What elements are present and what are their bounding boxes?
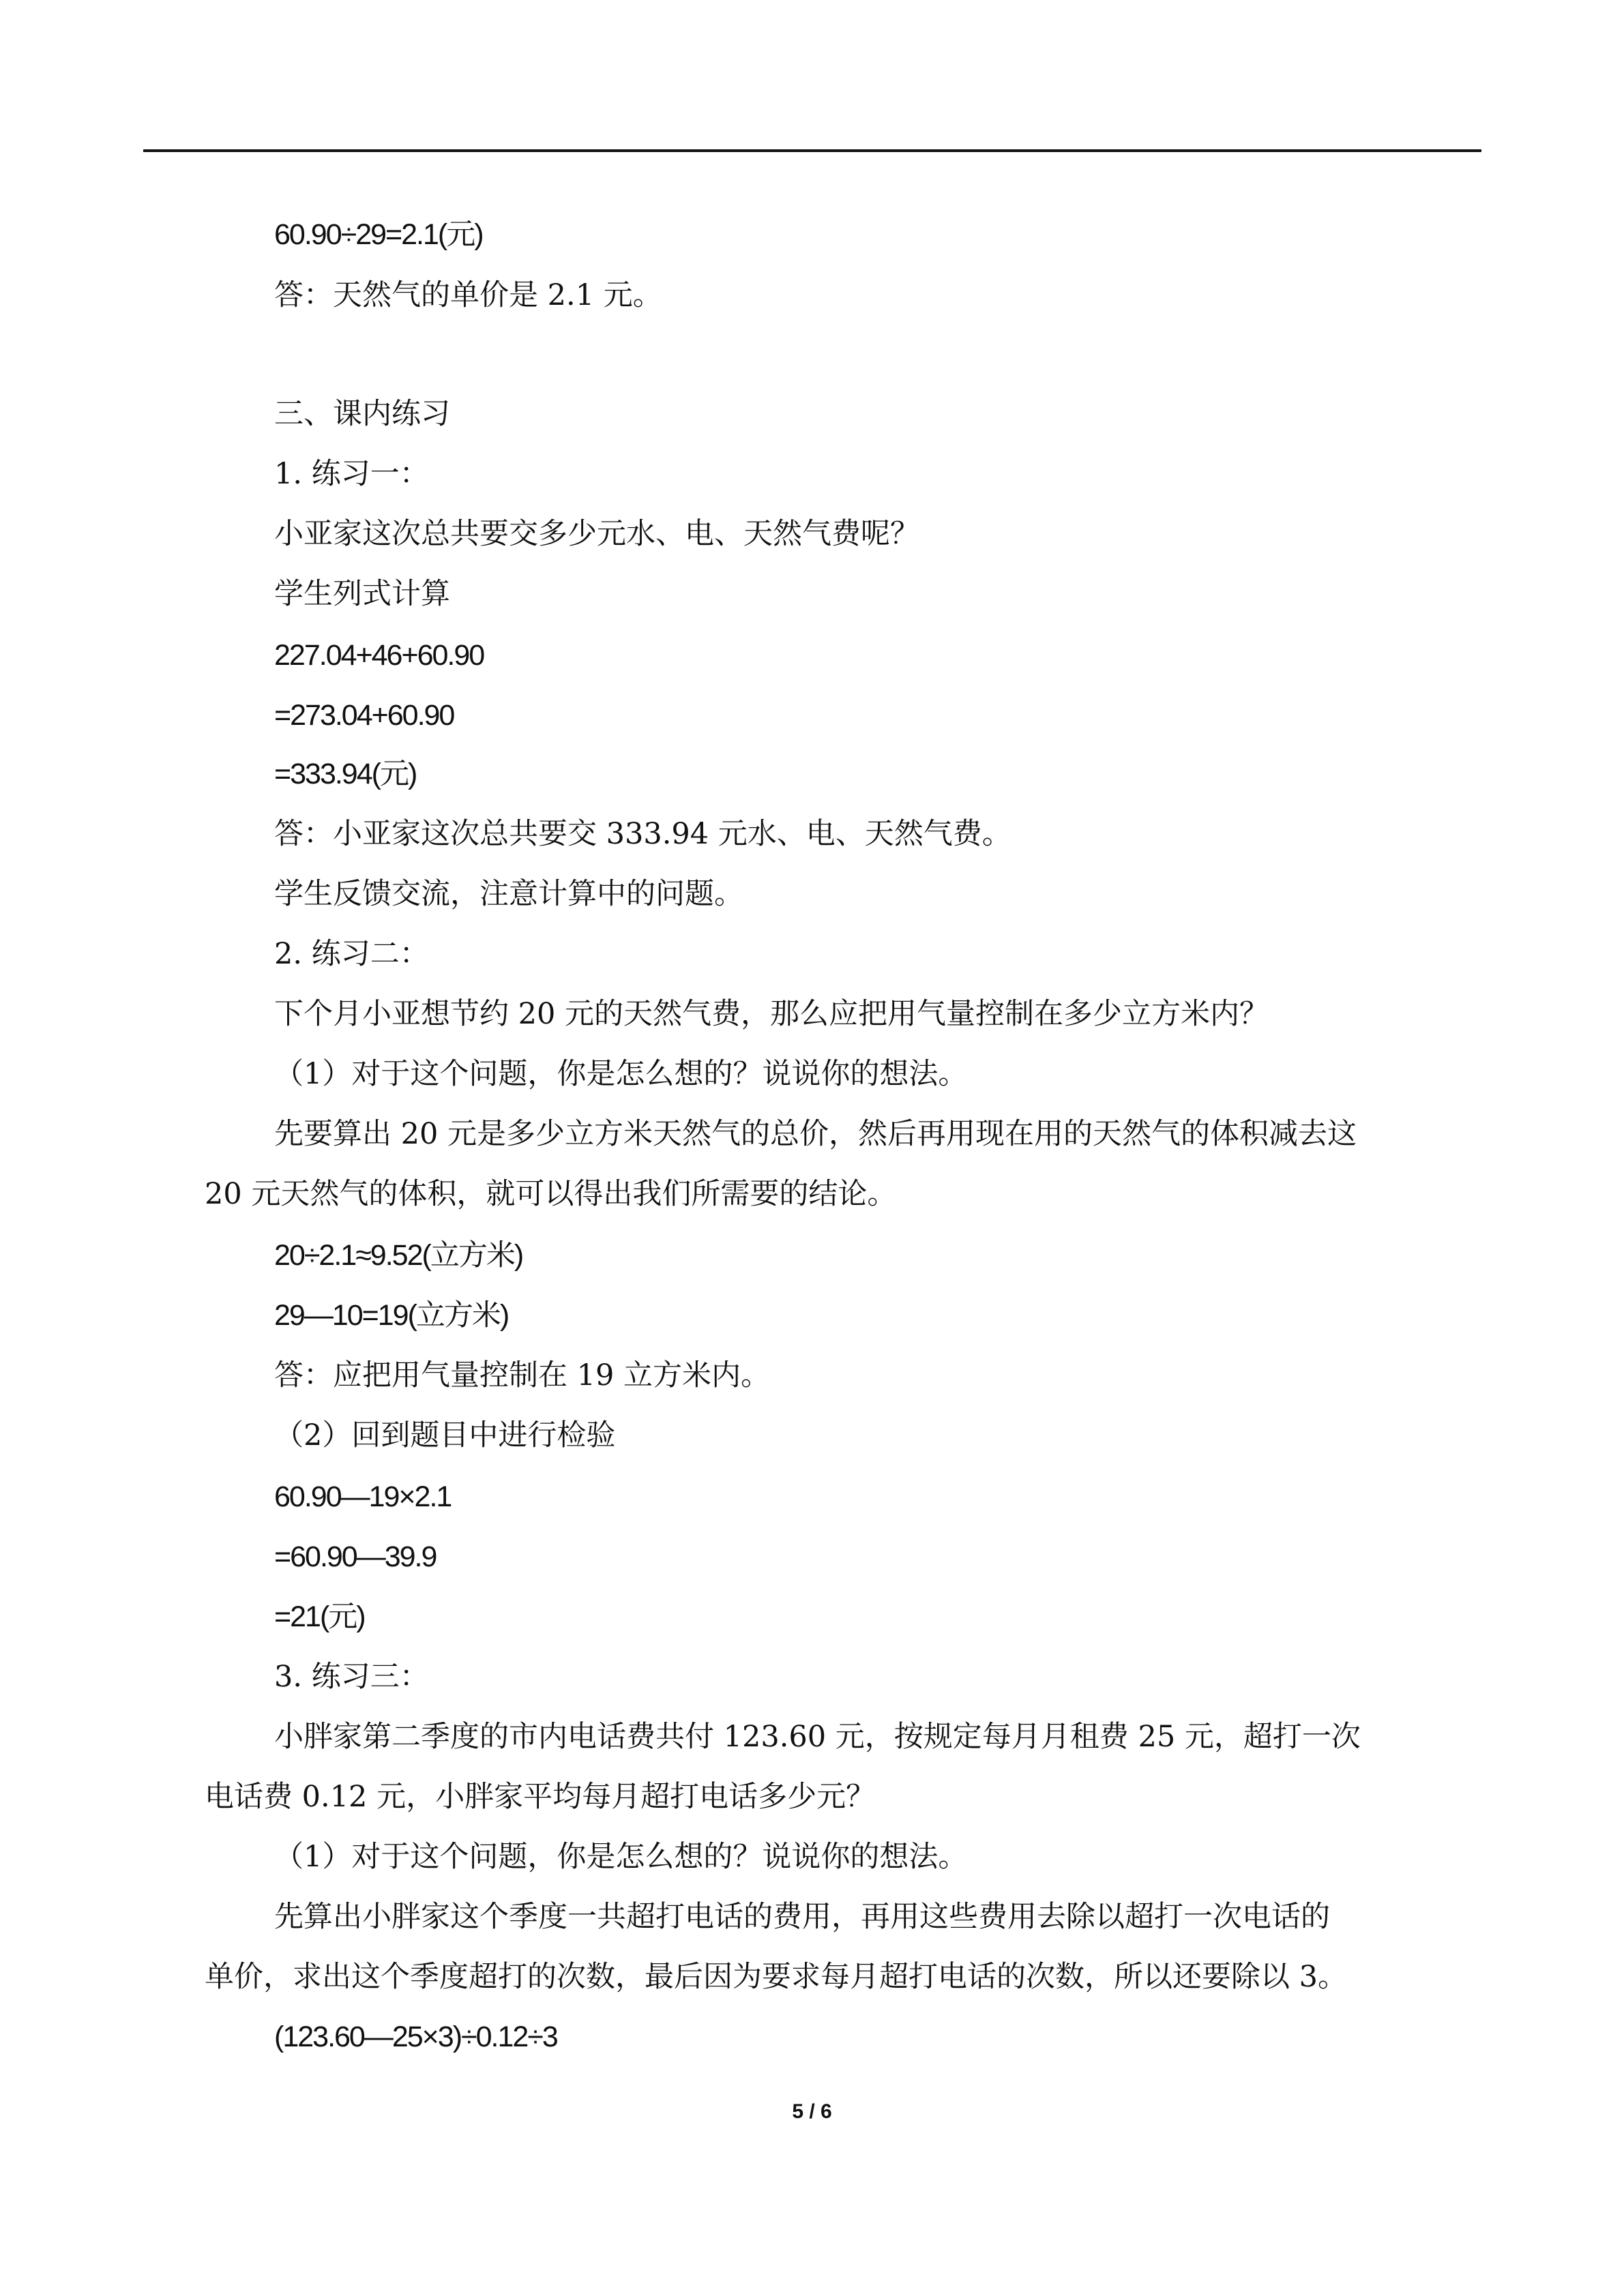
page-number: 5 / 6 (792, 2100, 832, 2123)
question-line: 下个月小亚想节约 20 元的天然气费，那么应把用气量控制在多少立方米内？ (274, 997, 1269, 1031)
equation-line: 227.04+46+60.90 (274, 639, 484, 672)
sub-question-line: （1）对于这个问题，你是怎么想的？说说你的想法。 (274, 1057, 968, 1091)
exercise-heading: 1. 练习一： (274, 457, 429, 491)
paragraph-line: 先算出小胖家这个季度一共超打电话的费用，再用这些费用去除以超打一次电话的 (274, 1900, 1330, 1934)
equation-line: 29—10=19(立方米) (274, 1299, 509, 1332)
paragraph-line: 小胖家第二季度的市内电话费共付 123.60 元，按规定每月月租费 25 元，超打一次 (274, 1720, 1361, 1754)
equation-line: =333.94(元) (274, 758, 417, 790)
question-line: 小亚家这次总共要交多少元水、电、天然气费呢？ (274, 517, 919, 551)
paragraph-line: 先要算出 20 元是多少立方米天然气的总价，然后再用现在用的天然气的体积减去这 (274, 1117, 1357, 1151)
answer-line: 答：小亚家这次总共要交 333.94 元水、电、天然气费。 (274, 817, 1012, 851)
answer-line: 答：应把用气量控制在 19 立方米内。 (274, 1358, 771, 1392)
header-rule (143, 149, 1481, 152)
paragraph-line: 20 元天然气的体积，就可以得出我们所需要的结论。 (205, 1177, 897, 1211)
equation-line: 60.90—19×2.1 (274, 1480, 452, 1513)
sub-question-line: （2）回到题目中进行检验 (274, 1418, 616, 1452)
text-line: 学生反馈交流，注意计算中的问题。 (274, 877, 743, 911)
sub-question-line: （1）对于这个问题，你是怎么想的？说说你的想法。 (274, 1840, 968, 1874)
equation-line: =273.04+60.90 (274, 699, 454, 732)
paragraph-line: 单价，求出这个季度超打的次数，最后因为要求每月超打电话的次数，所以还要除以 3。 (205, 1960, 1348, 1994)
exercise-heading: 3. 练习三： (274, 1660, 429, 1694)
equation-line: (123.60—25×3)÷0.12÷3 (274, 2021, 557, 2053)
equation-line: 20÷2.1≈9.52(立方米) (274, 1239, 523, 1272)
equation-line: =60.90—39.9 (274, 1540, 437, 1573)
paragraph-line: 电话费 0.12 元，小胖家平均每月超打电话多少元？ (205, 1780, 876, 1814)
exercise-heading: 2. 练习二： (274, 937, 429, 971)
text-line: 学生列式计算 (274, 577, 450, 611)
section-heading: 三、课内练习 (274, 397, 450, 431)
answer-line: 答：天然气的单价是 2.1 元。 (274, 278, 662, 312)
equation-line: 60.90÷29=2.1(元) (274, 218, 483, 251)
equation-line: =21(元) (274, 1600, 365, 1633)
